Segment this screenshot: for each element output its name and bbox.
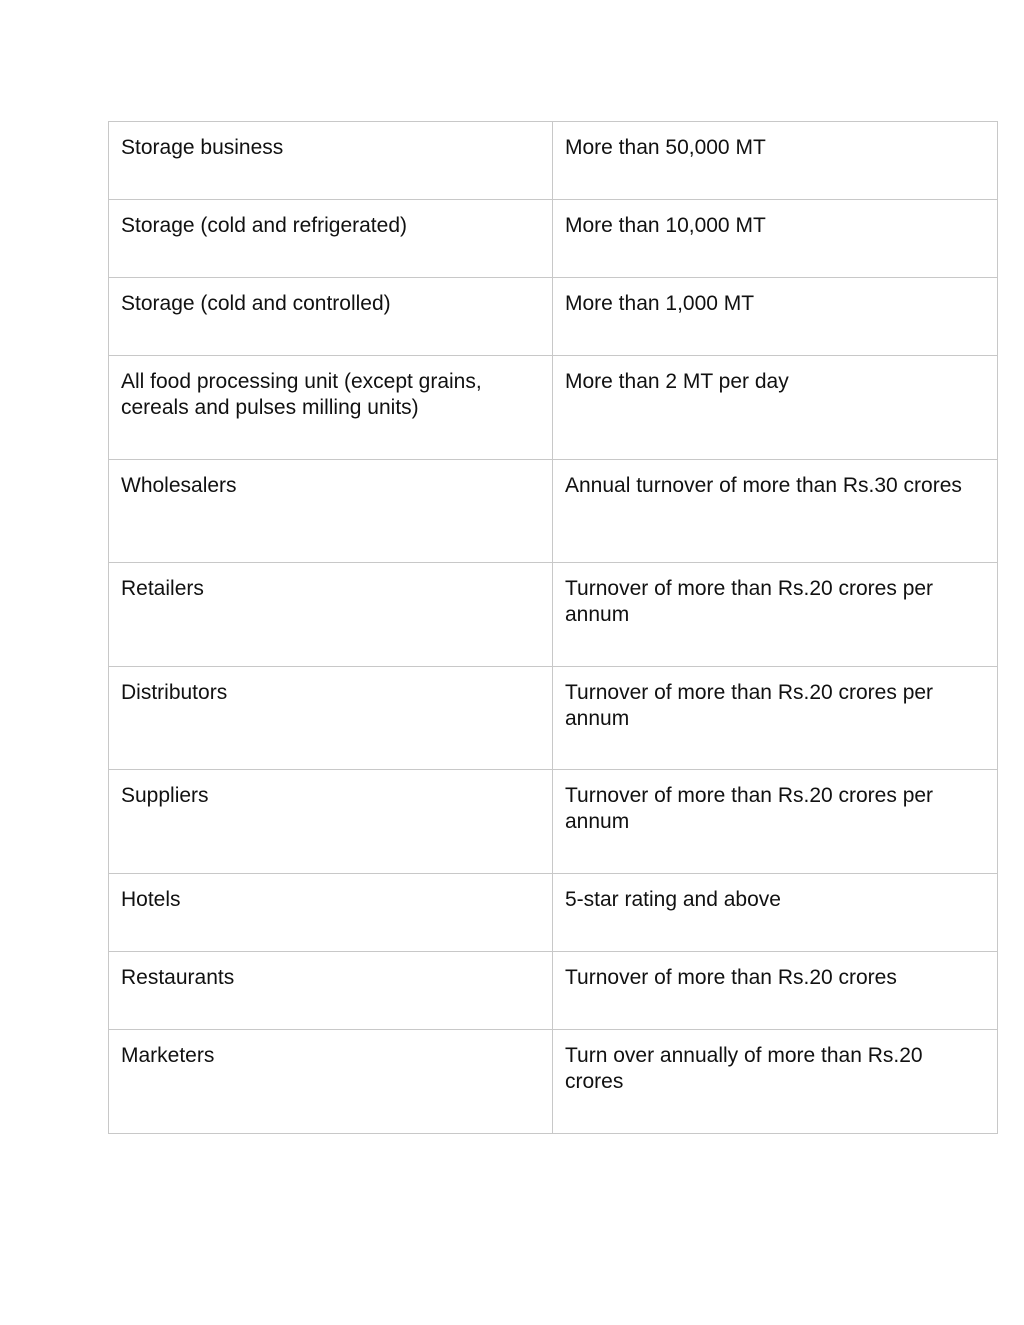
table-row (109, 874, 998, 952)
category-cell: Suppliers (109, 770, 553, 874)
category-cell: Storage (cold and refrigerated) (109, 200, 553, 278)
category-cell: Hotels (109, 874, 553, 952)
table-row (109, 667, 998, 770)
category-cell: All food processing unit (except grains, cereals and pulses milling units) (109, 356, 553, 460)
table-row (109, 1030, 998, 1134)
table-row (109, 563, 998, 667)
category-cell: Marketers (109, 1030, 553, 1134)
category-cell: Restaurants (109, 952, 553, 1030)
criteria-cell: More than 50,000 MT (553, 122, 998, 200)
category-cell: Storage (cold and controlled) (109, 278, 553, 356)
table-row (109, 122, 998, 200)
table-row (109, 770, 998, 874)
table-row (109, 356, 998, 460)
criteria-cell: Turnover of more than Rs.20 crores (553, 952, 998, 1030)
category-cell: Retailers (109, 563, 553, 667)
criteria-cell: More than 2 MT per day (553, 356, 998, 460)
criteria-cell: More than 10,000 MT (553, 200, 998, 278)
criteria-cell: 5-star rating and above (553, 874, 998, 952)
criteria-cell: Annual turnover of more than Rs.30 crores (553, 460, 998, 563)
table-row (109, 278, 998, 356)
category-cell: Distributors (109, 667, 553, 770)
category-cell: Storage business (109, 122, 553, 200)
table-row (109, 200, 998, 278)
table-row (109, 460, 998, 563)
table-row (109, 952, 998, 1030)
criteria-cell: Turnover of more than Rs.20 crores per annum (553, 563, 998, 667)
criteria-table (108, 121, 998, 1134)
criteria-cell: Turnover of more than Rs.20 crores per annum (553, 667, 998, 770)
criteria-cell: More than 1,000 MT (553, 278, 998, 356)
criteria-cell: Turnover of more than Rs.20 crores per annum (553, 770, 998, 874)
criteria-cell: Turn over annually of more than Rs.20 crores (553, 1030, 998, 1134)
category-cell: Wholesalers (109, 460, 553, 563)
